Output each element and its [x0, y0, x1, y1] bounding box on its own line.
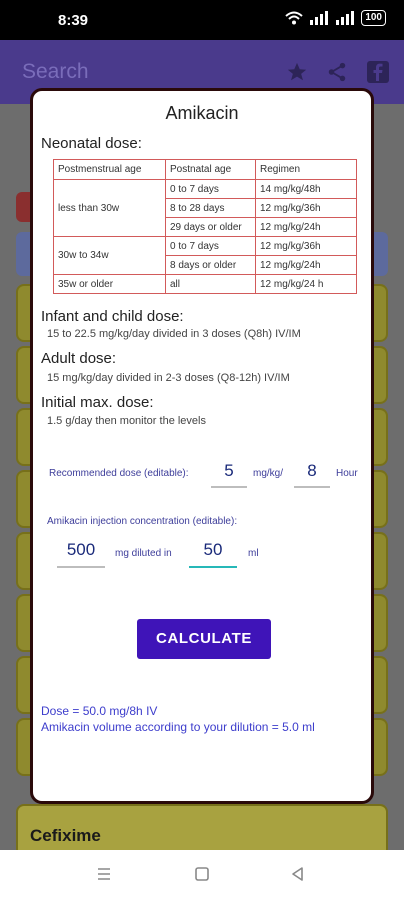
signal-icon-2: [335, 11, 355, 25]
ml-unit-label: ml: [248, 548, 259, 559]
recents-icon[interactable]: [96, 866, 112, 882]
home-icon[interactable]: [194, 866, 210, 882]
table-cell: 14 mg/kg/48h: [256, 180, 357, 199]
interval-unit-label: Hour: [336, 468, 358, 479]
table-cell: 0 to 7 days: [166, 237, 256, 256]
share-icon[interactable]: [326, 61, 348, 83]
interval-input[interactable]: 8: [294, 461, 330, 488]
concentration-label: Amikacin injection concentration (editable):: [47, 516, 238, 527]
table-cell: 12 mg/kg/24h: [256, 218, 357, 237]
result-volume: Amikacin volume according to your dilution = 5.0 ml: [41, 720, 315, 734]
max-dose-heading: Initial max. dose:: [41, 394, 154, 411]
status-bar: [0, 0, 404, 40]
table-cell: 12 mg/kg/36h: [256, 199, 357, 218]
table-row: [54, 275, 357, 294]
adult-heading: Adult dose:: [41, 350, 117, 367]
table-cell: 8 to 28 days: [166, 199, 256, 218]
star-icon[interactable]: [286, 61, 308, 83]
signal-icon: [309, 11, 329, 25]
table-cell: less than 30w: [54, 180, 166, 237]
table-row: [54, 237, 357, 256]
table-cell: 29 days or older: [166, 218, 256, 237]
max-dose-text: 1.5 g/day then monitor the levels: [47, 415, 206, 427]
status-time: 8:39: [58, 12, 89, 29]
adult-text: 15 mg/kg/day divided in 2-3 doses (Q8-12h) IV/IM: [47, 372, 290, 384]
table-row: [54, 180, 357, 199]
system-nav-bar: [0, 850, 404, 900]
table-cell: all: [166, 275, 256, 294]
mg-unit-label: mg diluted in: [115, 548, 172, 559]
neonatal-heading: Neonatal dose:: [41, 135, 142, 152]
table-cell: 30w to 34w: [54, 237, 166, 275]
ml-input[interactable]: 50: [189, 540, 237, 568]
table-cell: 8 days or older: [166, 256, 256, 275]
back-icon[interactable]: [290, 866, 306, 882]
facebook-icon[interactable]: [366, 60, 390, 84]
neonatal-dose-table: [53, 159, 357, 294]
wifi-icon: [285, 11, 303, 25]
recommended-dose-label: Recommended dose (editable):: [49, 468, 189, 479]
infant-text: 15 to 22.5 mg/kg/day divided in 3 doses (Q8h) IV/IM: [47, 328, 301, 340]
table-header: Postmenstrual age: [54, 160, 166, 180]
list-item-label: Cefixime: [30, 826, 101, 845]
table-header-row: [54, 160, 357, 180]
table-cell: 12 mg/kg/24 h: [256, 275, 357, 294]
infant-heading: Infant and child dose:: [41, 308, 184, 325]
dose-dialog: [30, 88, 374, 804]
table-cell: 0 to 7 days: [166, 180, 256, 199]
table-cell: 35w or older: [54, 275, 166, 294]
search-label[interactable]: Search: [22, 60, 89, 83]
table-cell: 12 mg/kg/36h: [256, 237, 357, 256]
mg-input[interactable]: 500: [57, 540, 105, 568]
dialog-title: Amikacin: [165, 103, 239, 123]
result-dose: Dose = 50.0 mg/8h IV: [41, 704, 158, 718]
calculate-button[interactable]: CALCULATE: [137, 619, 271, 659]
status-icons: [285, 10, 386, 26]
table-cell: 12 mg/kg/24h: [256, 256, 357, 275]
table-header: Regimen: [256, 160, 357, 180]
table-header: Postnatal age: [166, 160, 256, 180]
dose-unit-label: mg/kg/: [253, 468, 284, 479]
dose-input[interactable]: 5: [211, 461, 247, 488]
battery-icon: 100: [361, 10, 386, 26]
